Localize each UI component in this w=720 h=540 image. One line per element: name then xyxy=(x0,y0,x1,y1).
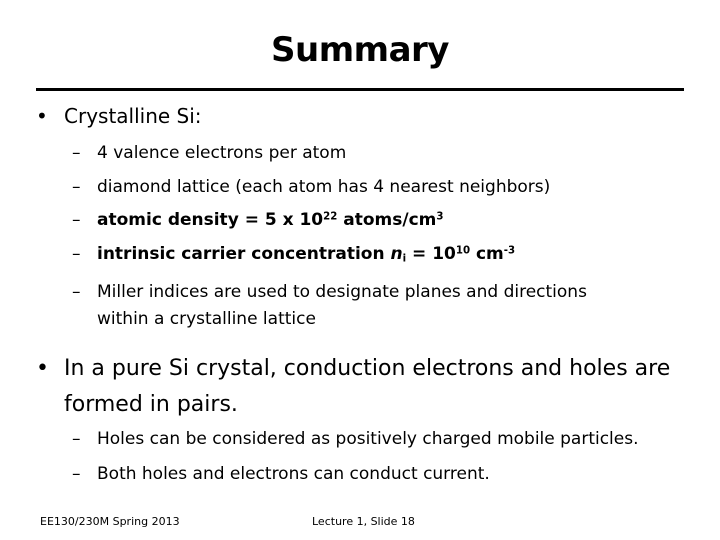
density-unit-exponent: 3 xyxy=(436,211,444,223)
footer-course: EE130/230M Spring 2013 xyxy=(40,515,180,528)
sub-bullet-text: Both holes and electrons can conduct current. xyxy=(97,464,490,484)
sub-bullet-text-continued: within a crystalline lattice xyxy=(97,309,316,329)
concentration-exponent: 10 xyxy=(455,245,471,257)
footer-slide-number: Lecture 1, Slide 18 xyxy=(312,515,415,528)
dash: – xyxy=(72,464,81,484)
bullet-dot: • xyxy=(36,104,48,128)
concentration-text: intrinsic carrier concentration xyxy=(97,244,391,264)
dash: – xyxy=(72,282,81,302)
dash: – xyxy=(72,143,81,163)
dash: – xyxy=(72,210,81,230)
sub-bullet-text: Miller indices are used to designate planes and directions xyxy=(97,282,587,302)
sub-bullet-text: 4 valence electrons per atom xyxy=(97,143,347,163)
sub-bullet-text: Holes can be considered as positively charged mobile particles. xyxy=(97,429,639,449)
slide-title: Summary xyxy=(271,30,449,70)
bullet-text: In a pure Si crystal, conduction electrons and holes are xyxy=(64,356,671,381)
concentration-equals: = 10 xyxy=(406,244,456,264)
bullet-dot: • xyxy=(36,356,49,381)
density-text: atomic density = 5 x 10 xyxy=(97,210,324,230)
title-divider xyxy=(36,88,684,91)
sub-bullet-text: diamond lattice (each atom has 4 nearest neighbors) xyxy=(97,177,551,197)
sub-bullet-text xyxy=(97,210,443,230)
bullet-text: Crystalline Si: xyxy=(64,104,202,128)
ni-subscript: i xyxy=(402,253,407,265)
dash: – xyxy=(72,244,81,264)
dash: – xyxy=(72,429,81,449)
density-exponent: 22 xyxy=(323,211,338,223)
density-unit: atoms/cm xyxy=(337,210,437,230)
concentration-unit-exponent: -3 xyxy=(503,245,516,257)
sub-bullet-text xyxy=(97,244,515,264)
concentration-unit: cm xyxy=(470,244,504,264)
dash: – xyxy=(72,177,81,197)
ni-symbol: n xyxy=(390,244,403,264)
bullet-text-continued: formed in pairs. xyxy=(64,392,238,417)
